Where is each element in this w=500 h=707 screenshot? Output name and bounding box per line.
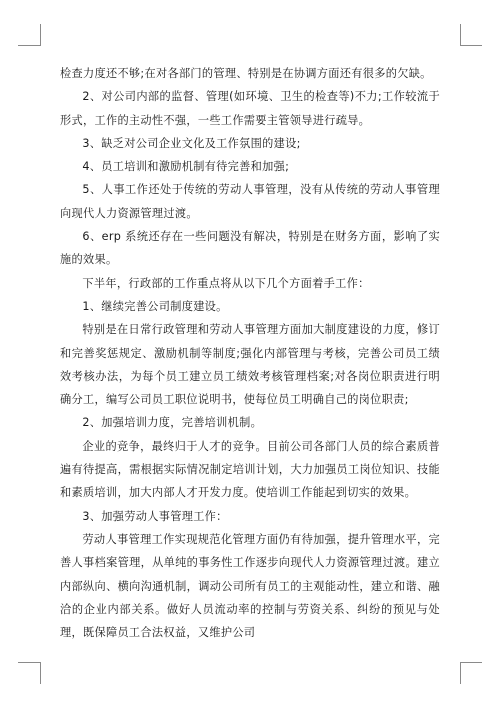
crop-mark-top-right-vertical xyxy=(460,24,461,46)
paragraph: 3、缺乏对公司企业文化及工作氛围的建设; xyxy=(82,136,301,150)
paragraph: 2、对公司内部的监督、管理(如环境、卫生的检查等)不力;工作较流于形式，工作的主动性不强，一些工作需要主管领导进行疏导。 xyxy=(60,90,440,127)
crop-mark-top-right-horizontal xyxy=(460,45,482,46)
paragraph: 特别是在日常行政管理和劳动人事管理方面加大制度建设的力度，修订和完善奖惩规定、激励机制等制度;强化内部管理与考核，完善公司员工绩效考核办法，为每个员工建立员工绩效考核管理档案;对各岗位职责进行明确分工，编写公司员工职位说明书，使每位员工明确自己的岗位职责; xyxy=(60,323,440,407)
paragraph: 劳动人事管理工作实现规范化管理方面仍有待加强，提升管理水平，完善人事档案管理，从单纯的事务性工作逐步向现代人力资源管理过渡。建立内部纵向、横向沟通机制，调动公司所有员工的主观能动性，建立和谐、融洽的企业内部关系。做好人员流动率的控制与劳资关系、纠纷的预见与处理，既保障员工合法权益，又维护公司 xyxy=(60,532,440,640)
paragraph: 5、人事工作还处于传统的劳动人事管理，没有从传统的劳动人事管理向现代人力资源管理过渡。 xyxy=(60,183,440,220)
paragraph: 企业的竞争，最终归于人才的竞争。目前公司各部门人员的综合素质普遍有待提高，需根据实际情况制定培训计划，大力加强员工岗位知识、技能和素质培训，加大内部人才开发力度。使培训工作能起到切实的效果。 xyxy=(60,439,440,500)
paragraph: 检查力度还不够;在对各部门的管理、特别是在协调方面还有很多的欠缺。 xyxy=(60,67,432,80)
crop-mark-bottom-right-vertical xyxy=(460,662,461,684)
paragraph: 1、继续完善公司制度建设。 xyxy=(82,299,228,313)
crop-mark-top-left-horizontal xyxy=(18,45,40,46)
paragraph: 4、员工培训和激励机制有待完善和加强; xyxy=(82,160,290,174)
crop-mark-bottom-left-horizontal xyxy=(18,662,40,663)
crop-mark-top-left-vertical xyxy=(40,24,41,46)
document-body xyxy=(60,62,440,644)
crop-mark-bottom-left-vertical xyxy=(40,662,41,684)
crop-mark-bottom-right-horizontal xyxy=(460,662,482,663)
paragraph: 3、加强劳动人事管理工作： xyxy=(82,509,228,523)
paragraph: 6、erp 系统还存在一些问题没有解决，特别是在财务方面，影响了实施的效果。 xyxy=(60,230,440,267)
paragraph: 2、加强培训力度，完善培训机制。 xyxy=(82,416,263,430)
paragraph: 下半年，行政部的工作重点将从以下几个方面着手工作： xyxy=(82,276,370,290)
